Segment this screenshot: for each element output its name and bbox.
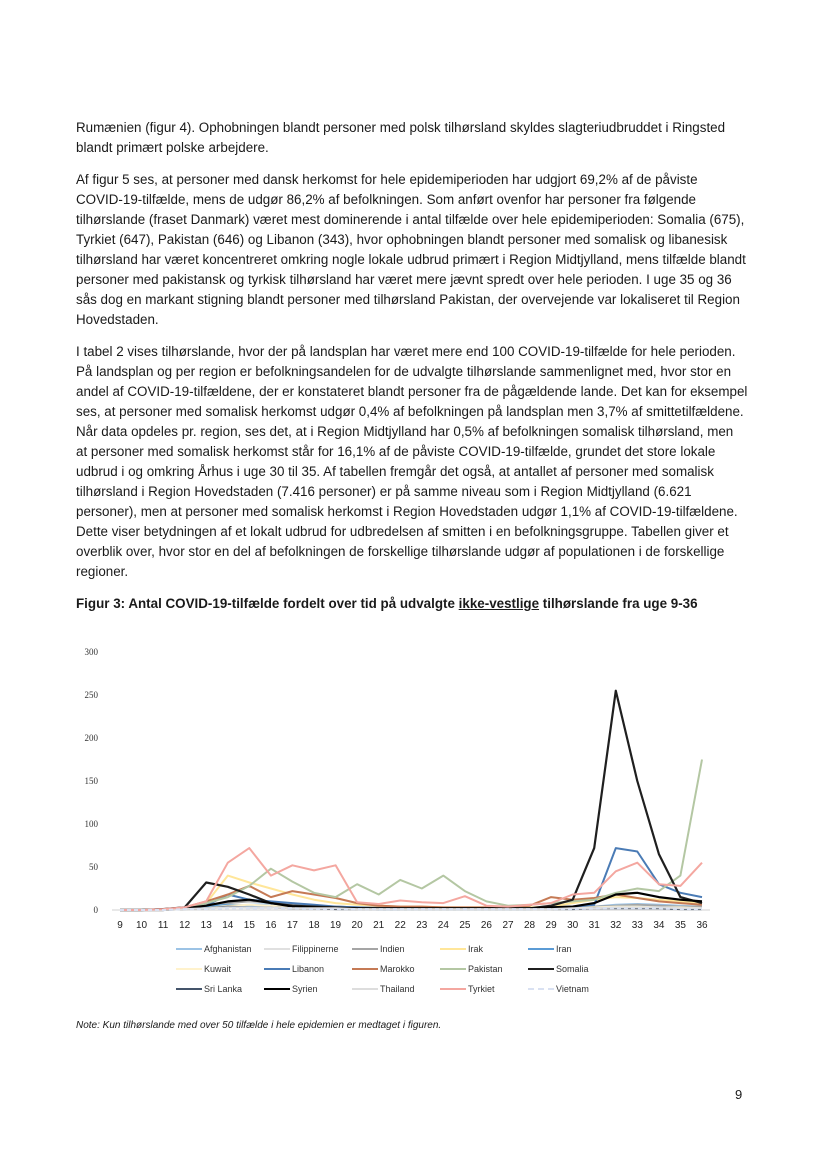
legend-label: Indien xyxy=(380,944,405,954)
series-line-somalia xyxy=(120,691,702,910)
x-tick-label: 31 xyxy=(588,920,600,931)
x-tick-label: 24 xyxy=(437,920,449,931)
legend-item xyxy=(264,982,352,996)
x-tick-label: 19 xyxy=(329,920,342,931)
x-tick-label: 17 xyxy=(286,920,299,931)
legend-item xyxy=(440,942,528,956)
x-tick-label: 11 xyxy=(157,920,169,931)
legend-item xyxy=(352,962,440,976)
legend-label: Kuwait xyxy=(204,964,232,974)
legend-swatch xyxy=(528,948,554,950)
legend-label: Thailand xyxy=(380,984,415,994)
x-axis xyxy=(112,910,710,931)
series-line-pakistan xyxy=(120,760,702,911)
x-tick-label: 32 xyxy=(610,920,622,931)
y-tick-label: 250 xyxy=(84,690,98,700)
x-tick-label: 16 xyxy=(265,920,277,931)
legend-swatch xyxy=(352,968,378,970)
legend-item xyxy=(352,942,440,956)
legend-swatch xyxy=(352,948,378,950)
x-tick-label: 9 xyxy=(117,920,123,931)
x-tick-label: 26 xyxy=(480,920,493,931)
figure-note: Note: Kun tilhørslande med over 50 tilfælde i hele epidemien er medtaget i figuren. xyxy=(76,1020,442,1031)
legend-swatch xyxy=(440,968,466,970)
x-tick-label: 34 xyxy=(653,920,665,931)
legend-label: Syrien xyxy=(292,984,318,994)
x-tick-label: 14 xyxy=(222,920,234,931)
legend-item xyxy=(528,982,616,996)
x-tick-label: 33 xyxy=(631,920,643,931)
legend-item xyxy=(176,962,264,976)
y-tick-label: 100 xyxy=(84,819,98,829)
figure-title-underlined: ikke-vestlige xyxy=(458,596,540,611)
x-tick-label: 27 xyxy=(502,920,514,931)
legend-swatch xyxy=(528,988,554,990)
x-tick-label: 35 xyxy=(674,920,687,931)
y-tick-label: 300 xyxy=(84,647,98,657)
x-tick-label: 30 xyxy=(567,920,579,931)
legend-label: Irak xyxy=(468,944,484,954)
legend-swatch xyxy=(176,948,202,950)
legend-item xyxy=(264,962,352,976)
legend-swatch xyxy=(264,968,290,970)
y-tick-label: 0 xyxy=(93,905,98,915)
legend-label: Somalia xyxy=(556,964,589,974)
legend-item xyxy=(528,962,616,976)
legend-label: Filippinerne xyxy=(292,944,339,954)
x-tick-label: 21 xyxy=(373,920,385,931)
legend-label: Pakistan xyxy=(468,964,503,974)
legend-item xyxy=(176,982,264,996)
line-chart xyxy=(76,630,716,935)
y-tick-label: 150 xyxy=(84,776,98,786)
legend-label: Vietnam xyxy=(556,984,589,994)
series-lines xyxy=(120,691,702,910)
legend-item xyxy=(440,982,528,996)
legend-item xyxy=(176,942,264,956)
figure-title-prefix: Figur 3: Antal COVID-19-tilfælde fordelt over tid på udvalgte xyxy=(76,596,459,611)
legend-label: Marokko xyxy=(380,964,415,974)
legend-swatch xyxy=(440,948,466,950)
x-tick-label: 22 xyxy=(394,920,406,931)
y-tick-label: 50 xyxy=(89,862,98,872)
x-tick-label: 15 xyxy=(243,920,255,931)
x-tick-label: 13 xyxy=(200,920,212,931)
x-tick-label: 25 xyxy=(459,920,471,931)
legend-label: Iran xyxy=(556,944,572,954)
legend-swatch xyxy=(352,988,378,990)
legend-swatch xyxy=(176,988,202,990)
legend-swatch xyxy=(440,988,466,990)
legend-label: Tyrkiet xyxy=(468,984,495,994)
x-tick-label: 23 xyxy=(416,920,428,931)
x-tick-label: 20 xyxy=(351,920,363,931)
x-tick-label: 18 xyxy=(308,920,320,931)
y-tick-label: 200 xyxy=(84,733,98,743)
body-paragraph-3: I tabel 2 vises tilhørslande, hvor der på landsplan har været mere end 100 COVID-19-tilfælde for hele perioden. På landsplan og per region er befolkningsandelen for de udvalgte tilhørslande sammenlignet med, hvor stor en andel af COVID-19-tilfældene, der er konstateret blandt personer fra de pågældende lande. Det kan for eksempel ses, at personer med somalisk herkomst udgør 0,4% af befolkningen på landsplan men 3,7% af smittetilfældene. Når data opdeles pr. region, ses det, at i Region Midtjylland har 0,5% af befolkningen somalisk tilhørsland, men at personer med somalisk herkomst står for 16,1% af de påviste COVID-19-tilfælde, grundet det store lokale udbrud i og omkring Århus i uge 30 til 35. Af tabellen fremgår det også, at antallet af personer med somalisk tilhørsland i Region Hovedstaden (7.416 personer) er på samme niveau som i Region Midtjylland (6.621 personer), men at personer med somalisk herkomst i Region Hovedstaden udgør 1,1% af COVID-19-tilfældene. Dette viser betydningen af et lokalt udbrud for udbredelsen af smitten i en befolkningsgruppe. Tabellen giver et overblik over, hvor stor en del af befolkningen de forskellige tilhørslande udgør af populationen i de forskellige regioner. xyxy=(76,344,748,579)
body-paragraph-1: Rumænien (figur 4). Ophobningen blandt personer med polsk tilhørsland skyldes slagteriudbruddet i Ringsted blandt primært polske arbejdere. xyxy=(76,120,726,155)
series-line-tyrkiet xyxy=(120,848,702,910)
x-tick-label: 36 xyxy=(696,920,708,931)
legend-label: Afghanistan xyxy=(204,944,252,954)
legend-swatch xyxy=(264,948,290,950)
legend-swatch xyxy=(176,968,202,970)
x-tick-label: 28 xyxy=(523,920,536,931)
legend-label: Sri Lanka xyxy=(204,984,243,994)
page-number: 9 xyxy=(735,1087,743,1102)
legend-swatch xyxy=(528,968,554,970)
chart-legend xyxy=(176,942,616,996)
x-tick-label: 10 xyxy=(135,920,148,931)
figure-title-suffix: tilhørslande fra uge 9-36 xyxy=(539,596,698,611)
legend-swatch xyxy=(264,988,290,990)
x-tick-label: 29 xyxy=(545,920,557,931)
legend-item xyxy=(264,942,352,956)
legend-item xyxy=(528,942,616,956)
figure-title xyxy=(76,596,698,611)
legend-item xyxy=(352,982,440,996)
body-paragraph-2: Af figur 5 ses, at personer med dansk herkomst for hele epidemiperioden har udgjort 69,2% af de påviste COVID-19-tilfælde, mens de udgør 86,2% af befolkningen. Som anført ovenfor har personer fra følgende tilhørslande (fraset Danmark) været mest dominerende i antal tilfælde over hele epidemiperioden: Somalia (675), Tyrkiet (647), Pakistan (646) og Libanon (343), hvor ophobningen blandt personer med somalisk og libanesisk tilhørsland har været koncentreret omkring nogle lokale udbrud primært i Region Midtjylland, mens tilfælde blandt personer med pakistansk og tyrkisk tilhørsland har været mere jævnt spredt over hele perioden. I uge 35 og 36 sås dog en markant stigning blandt personer med tilhørsland Pakistan, der overvejende var lokaliseret til Region Hovedstaden. xyxy=(76,172,746,327)
y-axis xyxy=(85,647,99,915)
legend-item xyxy=(440,962,528,976)
legend-label: Libanon xyxy=(292,964,325,974)
x-tick-label: 12 xyxy=(179,920,191,931)
